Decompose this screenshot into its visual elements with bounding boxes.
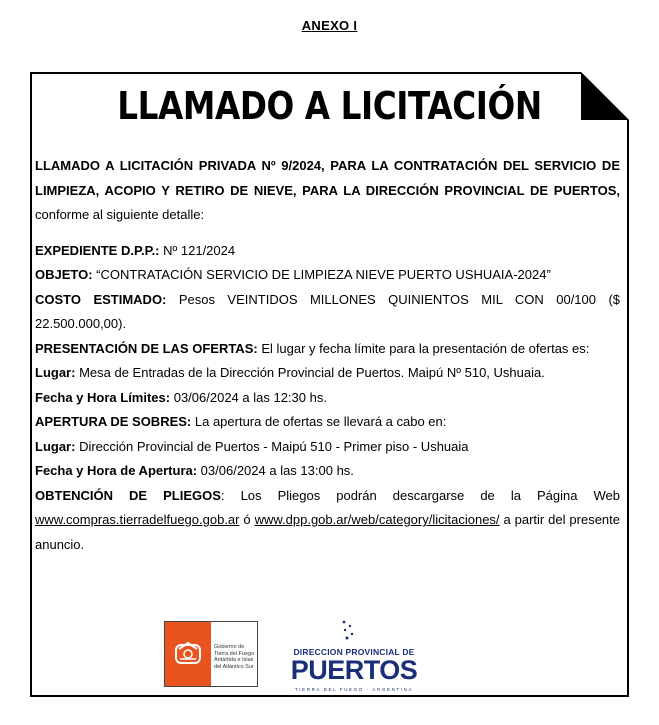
fecha2-line [35,459,620,484]
logos-row [164,619,464,699]
dpp-sub-text: TIERRA DEL FUEGO · ARGENTINA [294,687,414,692]
fecha1-value: 03/06/2024 a las 12:30 hs. [170,389,327,405]
tdf-government-logo [164,621,258,687]
obtencion-line [35,484,620,558]
dpp-link[interactable]: www.dpp.gob.ar/web/category/licitaciones/ [254,512,500,527]
notice-frame [30,72,629,697]
obtencion-text: : Los Pliegos podrán descargarse de la Página Web [220,487,620,503]
folded-corner-icon [581,72,629,120]
apertura-line [35,410,620,435]
lugar2-label: Lugar: [35,438,76,454]
apertura-value: La apertura de ofertas se llevará a cabo en: [191,414,447,429]
dpp-top-text: DIRECCION PROVINCIAL DE [293,647,415,657]
fecha2-label: Fecha y Hora de Apertura: [35,463,198,478]
apertura-label: APERTURA DE SOBRES: [35,414,192,429]
presentacion-label: PRESENTACIÓN DE LAS OFERTAS: [35,340,258,356]
fecha2-value: 03/06/2024 a las 13:00 hs. [197,463,354,478]
stars-icon [338,619,358,641]
lugar1-line [35,361,620,386]
presentacion-line [35,337,620,362]
lugar2-line [35,435,620,460]
costo-value: Pesos VEINTIDOS MILLONES QUINIENTOS MIL CON 00/100 ($ 22.500.000,00). [35,291,621,331]
costo-line [35,288,620,337]
tdf-emblem-icon [165,622,211,686]
obtencion-label: OBTENCIÓN DE PLIEGOS [35,487,221,503]
expediente-line [35,239,620,264]
objeto-line [35,263,620,288]
obtencion-end: a partir del presente anuncio. [35,512,620,552]
presentacion-value: El lugar y fecha límite para la presentación de ofertas es: [257,340,590,356]
expediente-value: Nº 121/2024 [159,242,236,258]
notice-title: LLAMADO A LICITACIÓN [117,84,542,128]
dpp-logo [274,619,434,699]
intro-text: conforme al siguiente detalle: [35,207,205,222]
lugar1-label: Lugar: [35,365,76,380]
tdf-logo-text: Gobierno de Tierra del Fuego Antártida e Islas del Atlántico Sur [214,644,255,670]
obtencion-or: ó [239,512,255,527]
notice-body [35,154,620,557]
intro-bold: LLAMADO A LICITACIÓN PRIVADA Nº 9/2024, PARA LA CONTRATACIÓN DEL SERVICIO DE LIMPIEZA, ACOPIO Y RETIRO DE NIEVE, PARA LA DIRECCIÓN PROVINCIAL DE PUERTOS, [35,158,620,198]
compras-link[interactable]: www.compras.tierradelfuego.gob.ar [35,512,240,527]
fecha1-line [35,386,620,411]
objeto-value: “CONTRATACIÓN SERVICIO DE LIMPIEZA NIEVE PUERTO USHUAIA-2024” [92,267,551,282]
fecha1-label: Fecha y Hora Límites: [35,389,171,405]
intro-paragraph [35,154,620,228]
expediente-label: EXPEDIENTE D.P.P.: [35,242,160,258]
costo-label: COSTO ESTIMADO: [35,291,167,307]
dpp-main-text: PUERTOS [290,655,418,685]
annex-heading: ANEXO I [301,18,358,33]
objeto-label: OBJETO: [35,267,93,282]
lugar2-value: Dirección Provincial de Puertos - Maipú 510 - Primer piso - Ushuaia [75,438,469,454]
lugar1-value: Mesa de Entradas de la Dirección Provincial de Puertos. Maipú Nº 510, Ushuaia. [75,365,545,380]
